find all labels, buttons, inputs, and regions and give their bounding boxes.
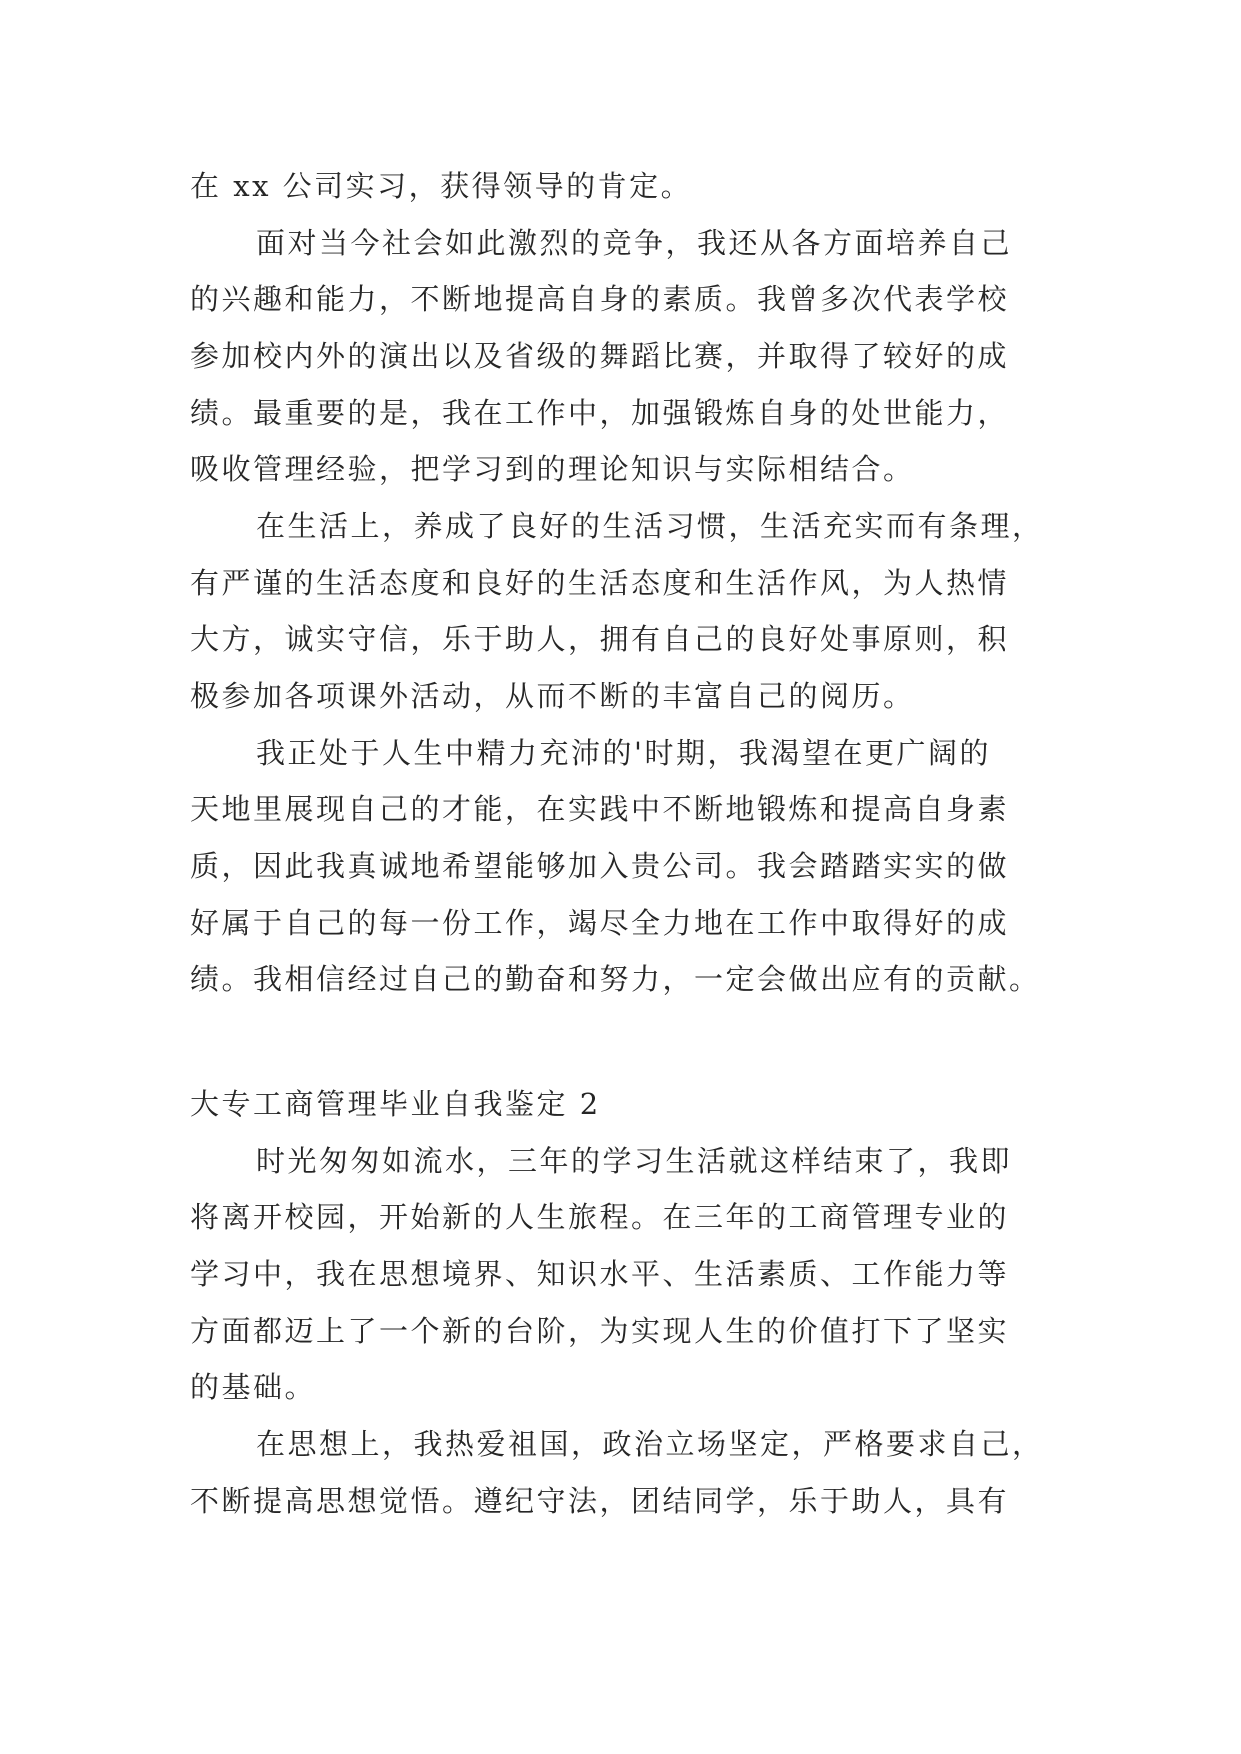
text-line: 绩。我相信经过自己的勤奋和努力，一定会做出应有的贡献。 [190,962,1041,996]
paragraph-first-line: 面对当今社会如此激烈的竞争，我还从各方面培养自己 [256,226,1013,260]
text-line: 在 xx 公司实习，获得领导的肯定。 [190,169,693,203]
paragraph-first-line: 在思想上，我热爱祖国，政治立场坚定，严格要求自己， [256,1427,1044,1461]
paragraph-first-line: 时光匆匆如流水，三年的学习生活就这样结束了，我即 [256,1144,1013,1178]
section-heading: 大专工商管理毕业自我鉴定 2 [190,1087,601,1121]
text-line: 吸收管理经验，把学习到的理论知识与实际相结合。 [190,452,915,486]
text-line: 的兴趣和能力，不断地提高自身的素质。我曾多次代表学校 [190,282,1010,316]
text-line: 极参加各项课外活动，从而不断的丰富自己的阅历。 [190,679,915,713]
paragraph-first-line: 在生活上，养成了良好的生活习惯，生活充实而有条理， [256,509,1044,543]
paragraph-first-line: 我正处于人生中精力充沛的'时期，我渴望在更广阔的 [256,736,991,770]
text-line: 天地里展现自己的才能，在实践中不断地锻炼和提高自身素 [190,792,1010,826]
text-line: 方面都迈上了一个新的台阶，为实现人生的价值打下了坚实 [190,1314,1010,1348]
text-line: 参加校内外的演出以及省级的舞蹈比赛，并取得了较好的成 [190,339,1010,373]
text-line: 将离开校园，开始新的人生旅程。在三年的工商管理专业的 [190,1200,1010,1234]
text-line: 好属于自己的每一份工作，竭尽全力地在工作中取得好的成 [190,906,1010,940]
text-line: 质，因此我真诚地希望能够加入贵公司。我会踏踏实实的做 [190,849,1010,883]
text-line: 大方，诚实守信，乐于助人，拥有自己的良好处事原则，积 [190,622,1010,656]
text-line: 不断提高思想觉悟。遵纪守法，团结同学，乐于助人，具有 [190,1484,1010,1518]
text-line: 的基础。 [190,1370,317,1404]
text-line: 绩。最重要的是，我在工作中，加强锻炼自身的处世能力， [190,396,1010,430]
text-line: 有严谨的生活态度和良好的生活态度和生活作风，为人热情 [190,566,1010,600]
text-line: 学习中，我在思想境界、知识水平、生活素质、工作能力等 [190,1257,1010,1291]
